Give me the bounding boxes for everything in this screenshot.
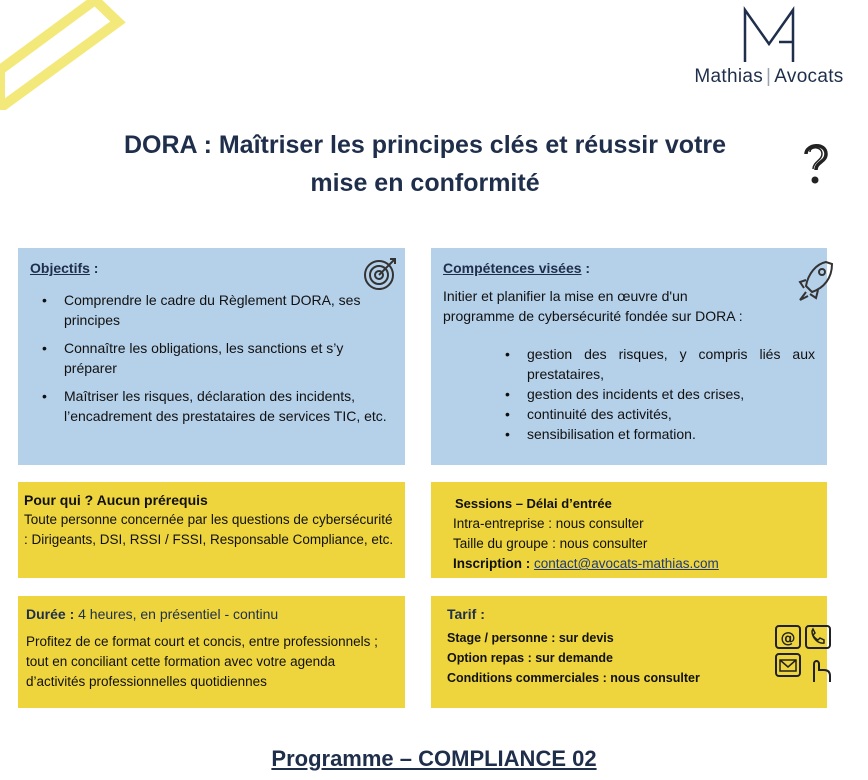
tarif-line3: Conditions commerciales : nous consulter: [447, 671, 700, 685]
pour-qui-heading: Pour qui ? Aucun prérequis: [24, 492, 208, 508]
target-icon: [362, 256, 398, 292]
decorative-triangle: [0, 0, 140, 110]
tarif-line1: Stage / personne : sur devis: [447, 631, 614, 645]
duree-heading: Durée : 4 heures, en présentiel - continu: [26, 606, 279, 622]
list-item: • Comprendre le cadre du Règlement DORA, ses principes: [30, 290, 393, 330]
duree-text: Profitez de ce format court et concis, entre professionnels ; tout en conciliant cette formation avec votre agenda d’activités professionnelles quotidiennes: [26, 634, 378, 689]
objectifs-box: [18, 248, 405, 465]
list-item: • sensibilisation et formation.: [493, 424, 815, 444]
sessions-heading: Sessions – Délai d’entrée: [455, 496, 612, 511]
inscription-label: Inscription :: [453, 556, 531, 571]
sessions-line2: Taille du groupe : nous consulter: [453, 536, 648, 551]
tarif-heading: Tarif :: [447, 606, 485, 622]
list-item: • gestion des risques, y compris liés aux prestataires,: [493, 344, 815, 384]
contact-icons: [774, 624, 834, 684]
list-item: • gestion des incidents et des crises,: [493, 384, 815, 404]
logo-text: Mathias | Avocats: [694, 66, 844, 87]
list-item: • Maîtriser les risques, déclaration des incidents, l’encadrement des prestataires de services TIC, etc.: [30, 386, 393, 426]
competences-box: [431, 248, 827, 465]
pour-qui-text: Toute personne concernée par les questions de cybersécurité : Dirigeants, DSI, RSSI / FSSI, Responsable Compliance, etc.: [24, 512, 394, 547]
pour-qui-box: [18, 482, 405, 578]
competences-intro: Initier et planifier la mise en œuvre d'un programme de cybersécurité fondée sur DORA :: [443, 288, 743, 324]
competences-list: [443, 344, 815, 444]
list-item: • continuité des activités,: [493, 404, 815, 424]
tarif-line2: Option repas : sur demande: [447, 651, 614, 665]
duree-box: [18, 596, 405, 708]
logo-mark-icon: [739, 6, 799, 66]
objectifs-heading: Objectifs :: [30, 260, 99, 276]
contact-email-link[interactable]: contact@avocats-mathias.com: [534, 556, 719, 571]
programme-title: Programme – COMPLIANCE 02: [271, 746, 597, 771]
sessions-inscription: [453, 554, 805, 574]
rocket-icon: [796, 258, 836, 304]
tarif-box: [431, 596, 827, 708]
question-mark-icon: [796, 140, 836, 188]
page-title: DORA : Maîtriser les principes clés et réussir votre mise en conformité: [123, 131, 727, 197]
logo: [684, 6, 854, 102]
sessions-box: [431, 482, 827, 578]
sessions-line1: Intra-entreprise : nous consulter: [453, 516, 644, 531]
competences-heading: Compétences visées :: [443, 260, 591, 276]
list-item: • Connaître les obligations, les sanctions et s’y préparer: [30, 338, 393, 378]
svg-text:@: @: [780, 629, 796, 647]
objectifs-list: [30, 290, 393, 426]
